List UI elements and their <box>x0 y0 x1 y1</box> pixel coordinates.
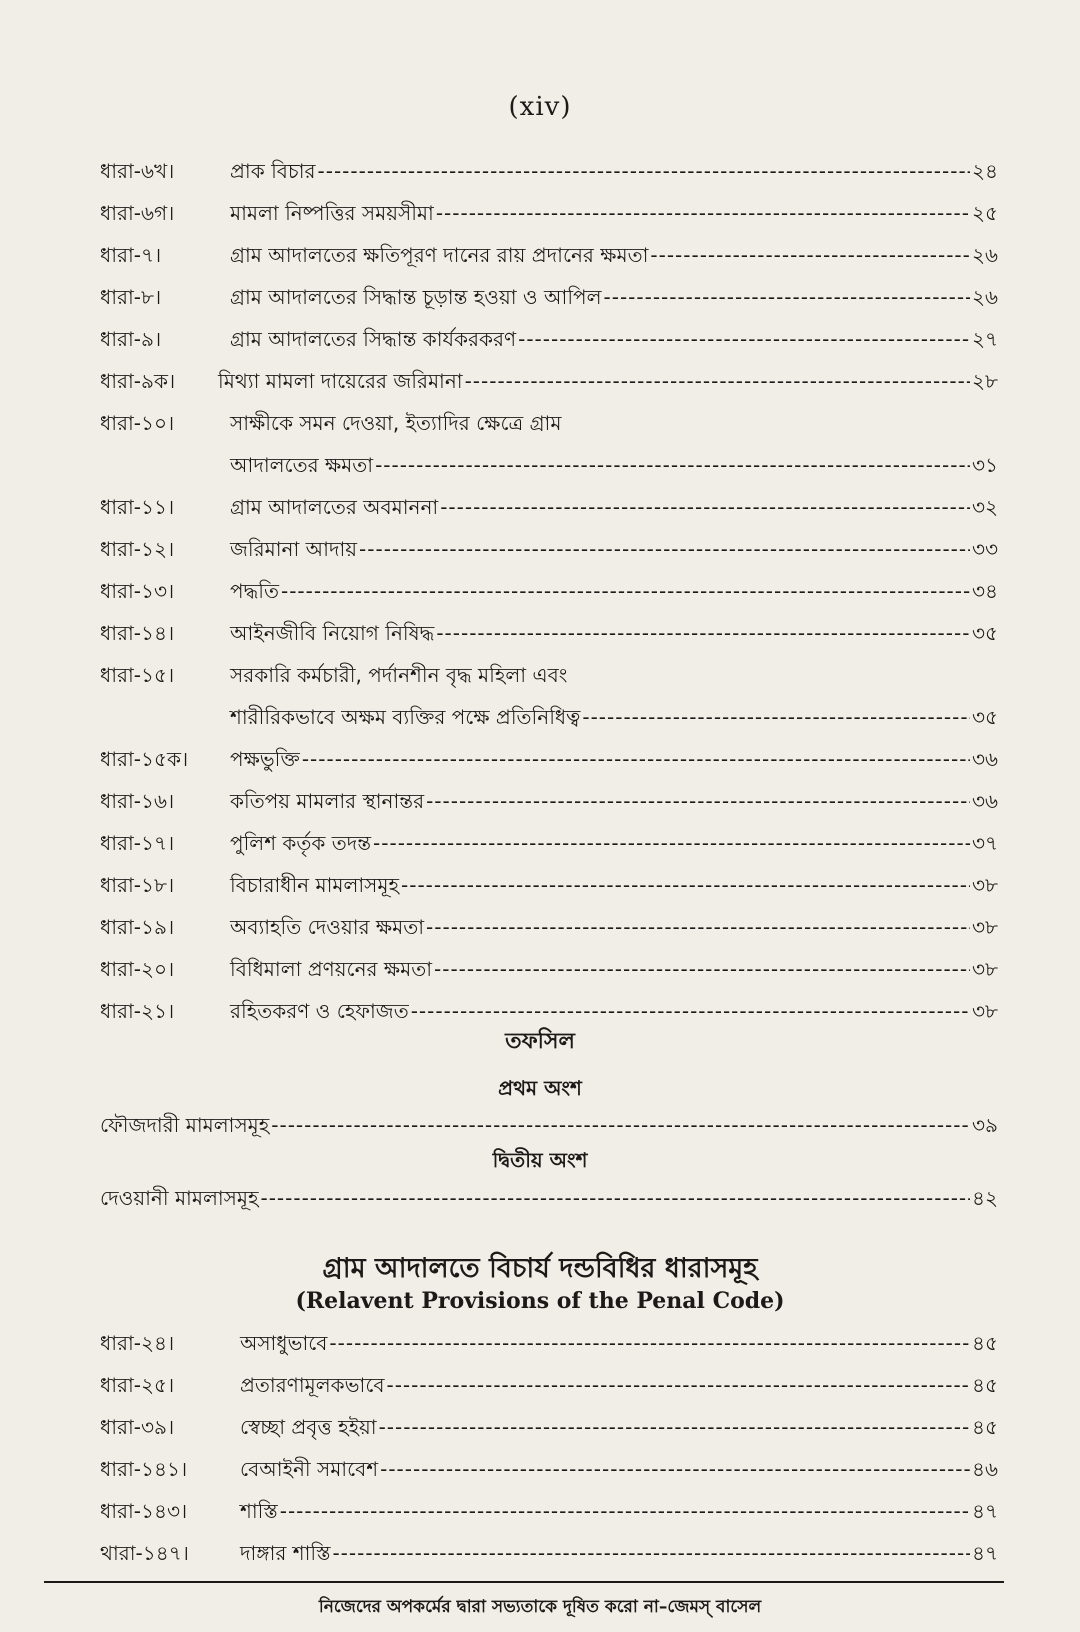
page-ref: ২৪ <box>972 159 998 183</box>
toc-row <box>100 780 998 822</box>
page-number: (xiv) <box>508 92 572 122</box>
section-title: গ্রাম আদালতের সিদ্ধান্ত কার্যকরকরণ <box>230 327 517 351</box>
footer-divider <box>44 1581 1004 1583</box>
section-number: ধারা-৮। <box>100 285 162 309</box>
section-title: সরকারি কর্মচারী, পর্দানশীন বৃদ্ধ মহিলা এবং <box>230 663 568 687</box>
section-title: গ্রাম আদালতের অবমাননা <box>230 495 439 519</box>
section-number: ধারা-১৭। <box>100 831 175 855</box>
toc-row <box>100 1177 998 1219</box>
page-ref: ২৬ <box>971 285 998 309</box>
page-ref: ৩৪ <box>972 579 998 603</box>
toc-row <box>100 906 998 948</box>
penal-heading: গ্রাম আদালতে বিচার্য দন্ডবিধির ধারাসমূহ <box>322 1253 758 1284</box>
section-title: পুলিশ কর্তৃক তদন্ত <box>230 831 372 855</box>
section-title: মিথ্যা মামলা দায়েরের জরিমানা <box>218 369 463 393</box>
section-number: ধারা-৬গ। <box>100 201 175 225</box>
section-title: দেওয়ানী মামলাসমূহ <box>100 1186 259 1210</box>
toc-row-continued <box>100 444 998 486</box>
toc-row <box>100 1448 998 1490</box>
section-number: ধারা-১৪৩। <box>100 1499 188 1523</box>
section-title: গ্রাম আদালতের সিদ্ধান্ত চূড়ান্ত হওয়া ও আপিল <box>230 285 602 309</box>
section-number: ধারা-১০। <box>100 411 175 435</box>
toc-row <box>100 234 998 276</box>
toc-row <box>100 528 998 570</box>
page-ref: ৩৮ <box>972 999 998 1023</box>
section-title: মামলা নিষ্পত্তির সময়সীমা <box>230 201 434 225</box>
page-ref: ৩৮ <box>972 915 998 939</box>
toc-row <box>100 318 998 360</box>
toc-row <box>100 276 998 318</box>
page-ref: ৩৫ <box>972 705 998 729</box>
penal-list <box>100 1322 998 1574</box>
page-ref: ৩৫ <box>972 621 998 645</box>
schedule-part1-heading: প্রথম অংশ <box>498 1076 582 1100</box>
page-ref: ৩৬ <box>971 747 998 771</box>
section-title: শাস্তি <box>240 1499 278 1523</box>
section-title-continued: শারীরিকভাবে অক্ষম ব্যক্তির পক্ষে প্রতিনিধিত্ব <box>230 705 581 729</box>
page-ref: ২৫ <box>972 201 998 225</box>
section-number: ধারা-২১। <box>100 999 175 1023</box>
page-ref: ৩৭ <box>971 831 998 855</box>
section-number: ধারা-২০। <box>100 957 175 981</box>
page-ref: ৩১ <box>972 453 998 477</box>
section-number: ধারা-১৮। <box>100 873 175 897</box>
toc-row <box>100 654 998 696</box>
page-ref: ২৭ <box>971 327 998 351</box>
toc-row <box>100 948 998 990</box>
section-title: প্রতারণামূলকভাবে <box>240 1373 385 1397</box>
page-ref: ৩৯ <box>972 1113 998 1137</box>
section-title: সাক্ষীকে সমন দেওয়া, ইত্যাদির ক্ষেত্রে গ্রাম <box>230 411 562 435</box>
page-ref: ৪৭ <box>972 1499 998 1523</box>
toc-row <box>100 864 998 906</box>
section-number: ধারা-২৪। <box>100 1331 175 1355</box>
toc-row <box>100 150 998 192</box>
section-title: কতিপয় মামলার স্থানান্তর <box>230 789 425 813</box>
section-title: বিচারাধীন মামলাসমূহ <box>230 873 400 897</box>
section-number: ধারা-১৫। <box>100 663 175 687</box>
section-number: ধারা-৭। <box>100 243 162 267</box>
section-title: বেআইনী সমাবেশ <box>240 1457 379 1481</box>
toc-row <box>100 1364 998 1406</box>
section-title: ফৌজদারী মামলাসমূহ <box>100 1113 270 1137</box>
toc-row-continued <box>100 696 998 738</box>
page-ref: ৪৬ <box>972 1457 998 1481</box>
page-ref: ৩৩ <box>971 537 998 561</box>
section-title: অব্যাহতি দেওয়ার ক্ষমতা <box>230 915 425 939</box>
toc-row <box>100 822 998 864</box>
toc-row <box>100 1490 998 1532</box>
section-title: স্বেচ্ছা প্রবৃত্ত হইয়া <box>240 1415 377 1439</box>
page-ref: ৩২ <box>971 495 998 519</box>
section-number: ধারা-৯। <box>100 327 162 351</box>
schedule-part2-heading: দ্বিতীয় অংশ <box>492 1148 588 1172</box>
section-title: বিধিমালা প্রণয়নের ক্ষমতা <box>230 957 433 981</box>
section-title: গ্রাম আদালতের ক্ষতিপূরণ দানের রায় প্রদানের ক্ষমতা <box>230 243 649 267</box>
toc-row <box>100 570 998 612</box>
toc-row <box>100 1406 998 1448</box>
page-ref: ২৬ <box>971 243 998 267</box>
toc-row <box>100 192 998 234</box>
penal-subheading: (Relavent Provisions of the Penal Code) <box>295 1288 785 1314</box>
toc-row <box>100 360 998 402</box>
toc-row <box>100 1104 998 1146</box>
section-number: ধারা-১৫ক। <box>100 747 189 771</box>
section-title: পদ্ধতি <box>230 579 279 603</box>
section-title-continued: আদালতের ক্ষমতা <box>230 453 374 477</box>
page-ref: ৪৫ <box>972 1331 998 1355</box>
footer-quote: নিজেদের অপকর্মের দ্বারা সভ্যতাকে দূষিত করো না–জেমস্ বাসেল <box>318 1597 762 1617</box>
section-number: ধারা-১৪। <box>100 621 175 645</box>
toc-row <box>100 1322 998 1364</box>
toc-row <box>100 612 998 654</box>
page-ref: ২৮ <box>972 369 998 393</box>
schedule-part2 <box>100 1177 998 1219</box>
section-number: ধারা-৩৯। <box>100 1415 175 1439</box>
page-ref: ৪৭ <box>972 1541 998 1565</box>
toc-row <box>100 1532 998 1574</box>
schedule-heading: তফসিল <box>505 1029 575 1054</box>
section-number: ধারা-১১। <box>100 495 175 519</box>
toc-list <box>100 150 998 1032</box>
page-ref: ৩৮ <box>972 957 998 981</box>
page-ref: ৪৫ <box>972 1373 998 1397</box>
section-number: ধারা-১৯। <box>100 915 175 939</box>
section-title: দাঙ্গার শাস্তি <box>240 1541 331 1565</box>
page-ref: ৩৮ <box>972 873 998 897</box>
section-number: ধারা-১৪১। <box>100 1457 188 1481</box>
section-number: ধারা-২৫। <box>100 1373 175 1397</box>
section-title: আইনজীবি নিয়োগ নিষিদ্ধ <box>230 621 435 645</box>
page-ref: ৪২ <box>972 1186 998 1210</box>
section-title: অসাধুভাবে <box>240 1331 328 1355</box>
toc-row <box>100 486 998 528</box>
section-number: ধারা-১৩। <box>100 579 175 603</box>
section-title: প্রাক বিচার <box>230 159 316 183</box>
section-number: ধারা-১২। <box>100 537 175 561</box>
section-number: ধারা-১৬। <box>100 789 175 813</box>
section-title: পক্ষভুক্তি <box>230 747 300 771</box>
section-number: থারা-১৪৭। <box>100 1541 189 1565</box>
page-ref: ৩৬ <box>971 789 998 813</box>
toc-row <box>100 738 998 780</box>
section-title: জরিমানা আদায় <box>230 537 358 561</box>
page-ref: ৪৫ <box>972 1415 998 1439</box>
section-number: ধারা-৯ক। <box>100 369 176 393</box>
section-number: ধারা-৬খ। <box>100 159 175 183</box>
section-title: রহিতকরণ ও হেফাজত <box>230 999 409 1023</box>
toc-row <box>100 402 998 444</box>
schedule-part1 <box>100 1104 998 1146</box>
